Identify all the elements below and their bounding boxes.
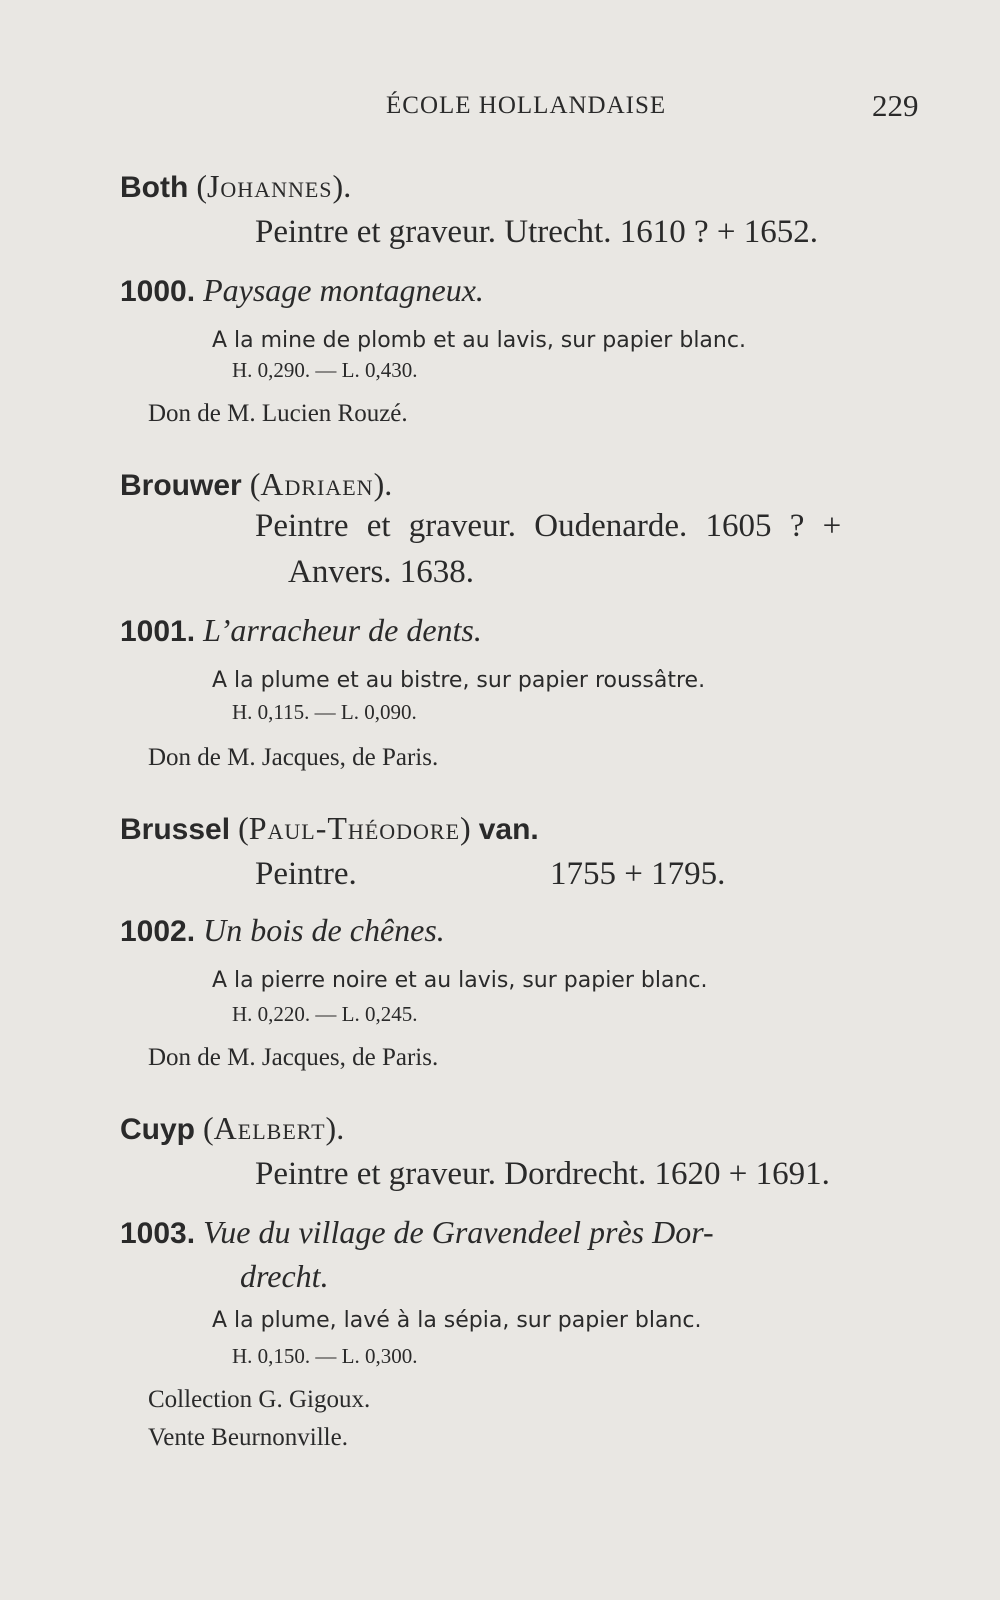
catalogue-entry-1002 (120, 912, 445, 949)
entry-dimensions: H. 0,150. — L. 0,300. (232, 1344, 418, 1368)
artist-bio: Peintre et graveur. Dordrecht. 1620 + 1691. (255, 1156, 830, 1192)
entry-title: Vue du village de Gravendeel près Dor- (203, 1214, 714, 1250)
entry-title: L’arracheur de dents. (203, 612, 482, 648)
entry-number: 1000. (120, 275, 196, 308)
running-title: ÉCOLE HOLLANDAISE (386, 92, 667, 119)
running-head (0, 88, 1000, 132)
artist-surname: Brouwer (120, 469, 242, 502)
entry-medium: A la plume et au bistre, sur papier roussâtre. (212, 668, 706, 693)
entry-number: 1003. (120, 1217, 196, 1250)
entry-medium: A la pierre noire et au lavis, sur papier blanc. (212, 968, 708, 993)
entry-dimensions: H. 0,290. — L. 0,430. (232, 358, 418, 382)
page-number: 229 (872, 88, 919, 123)
entry-number: 1001. (120, 615, 196, 648)
entry-medium: A la mine de plomb et au lavis, sur papier blanc. (212, 328, 746, 353)
entry-number: 1002. (120, 915, 196, 948)
artist-heading-both: Both (Johannes). (120, 168, 352, 204)
entry-dimensions: H. 0,115. — L. 0,090. (232, 700, 417, 724)
artist-given-name: Aelbert (213, 1110, 326, 1146)
artist-bio: Peintre et graveur. Oudenarde. 1605 ? + (255, 508, 842, 544)
artist-given-name: Paul-Théodore (248, 810, 461, 846)
artist-bio: Peintre. (255, 856, 357, 892)
entry-title: Paysage montagneux. (203, 272, 484, 308)
entry-provenance: Collection G. Gigoux. (148, 1386, 371, 1413)
artist-given-name: Adriaen (260, 466, 374, 502)
entry-title: Un bois de chênes. (203, 912, 445, 948)
catalogue-entry-1001 (120, 612, 482, 649)
entry-dimensions: H. 0,220. — L. 0,245. (232, 1002, 418, 1026)
artist-surname: Brussel (120, 813, 231, 846)
artist-surname: Both (120, 171, 189, 204)
artist-heading-brouwer: Brouwer (Adriaen). (120, 466, 393, 502)
entry-provenance: Don de M. Jacques, de Paris. (148, 1044, 439, 1071)
entry-medium: A la plume, lavé à la sépia, sur papier blanc. (212, 1308, 702, 1333)
artist-particle: van. (478, 813, 539, 846)
entry-provenance: Don de M. Lucien Rouzé. (148, 400, 408, 427)
artist-surname: Cuyp (120, 1113, 195, 1146)
entry-provenance: Vente Beurnonville. (148, 1424, 348, 1451)
artist-given-name: Johannes (206, 168, 333, 204)
catalogue-entry-1000 (120, 272, 484, 309)
entry-provenance: Don de M. Jacques, de Paris. (148, 744, 439, 771)
artist-heading-cuyp: Cuyp (Aelbert). (120, 1110, 345, 1146)
catalogue-entry-1003 (120, 1214, 714, 1251)
artist-bio-continued: Anvers. 1638. (288, 554, 475, 590)
entry-title-continued: drecht. (240, 1258, 329, 1294)
artist-bio: Peintre et graveur. Utrecht. 1610 ? + 1652. (255, 214, 818, 250)
artist-dates: 1755 + 1795. (550, 856, 726, 892)
artist-heading-brussel: Brussel (Paul-Théodore) van. (120, 810, 539, 846)
